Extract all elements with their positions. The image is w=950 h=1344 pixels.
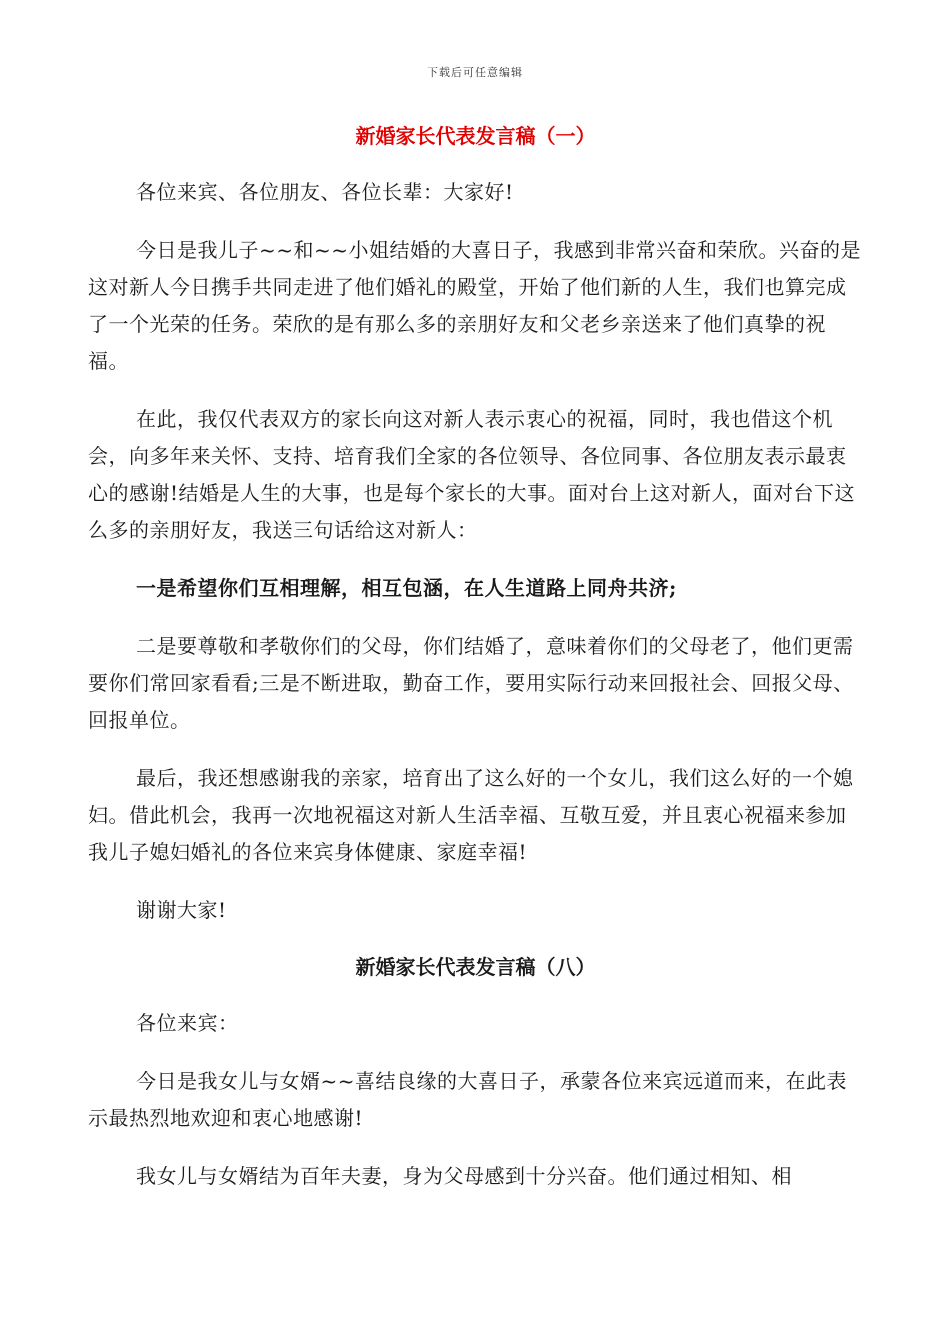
document-body — [88, 118, 863, 1195]
header-note: 下载后可任意编辑 — [427, 66, 523, 79]
paragraph: 今日是我儿子~~和~~小姐结婚的大喜日子，我感到非常兴奋和荣欣。兴奋的是这对新人今日携手共同走进了他们婚礼的殿堂，开始了他们新的人生，我们也算完成了一个光荣的任务。荣欣的是有那么多的亲朋好友和父老乡亲送来了他们真挚的祝福。 — [88, 238, 862, 373]
paragraph-closing: 谢谢大家! — [136, 898, 227, 922]
section-title-1: 新婚家长代表发言稿（一） — [355, 124, 596, 148]
paragraph: 二是要尊敬和孝敬你们的父母，你们结婚了，意味着你们的父母老了，他们更需要你们常回家看看;三是不断进取，勤奋工作，要用实际行动来回报社会、回报父母、回报单位。 — [88, 634, 854, 732]
section-title-2: 新婚家长代表发言稿（八） — [355, 955, 596, 979]
paragraph: 今日是我女儿与女婿~~喜结良缘的大喜日子，承蒙各位来宾远道而来，在此表示最热烈地欢迎和衷心地感谢! — [88, 1069, 848, 1130]
paragraph-bold: 一是希望你们互相理解，相互包涵，在人生道路上同舟共济; — [136, 576, 677, 600]
paragraph-greeting: 各位来宾、各位朋友、各位长辈：大家好! — [136, 180, 514, 204]
paragraph: 我女儿与女婿结为百年夫妻，身为父母感到十分兴奋。他们通过相知、相 — [136, 1164, 792, 1188]
paragraph-greeting: 各位来宾： — [136, 1011, 239, 1035]
paragraph: 在此，我仅代表双方的家长向这对新人表示衷心的祝福，同时，我也借这个机会，向多年来关怀、支持、培育我们全家的各位领导、各位同事、各位朋友表示最衷心的感谢!结婚是人生的大事，也是每个家长的大事。面对台上这对新人，面对台下这么多的亲朋好友，我送三句话给这对新人： — [88, 407, 856, 542]
paragraph: 最后，我还想感谢我的亲家，培育出了这么好的一个女儿，我们这么好的一个媳妇。借此机会，我再一次地祝福这对新人生活幸福、互敬互爱，并且衷心祝福来参加我儿子媳妇婚礼的各位来宾身体健康、家庭幸福! — [88, 766, 854, 864]
